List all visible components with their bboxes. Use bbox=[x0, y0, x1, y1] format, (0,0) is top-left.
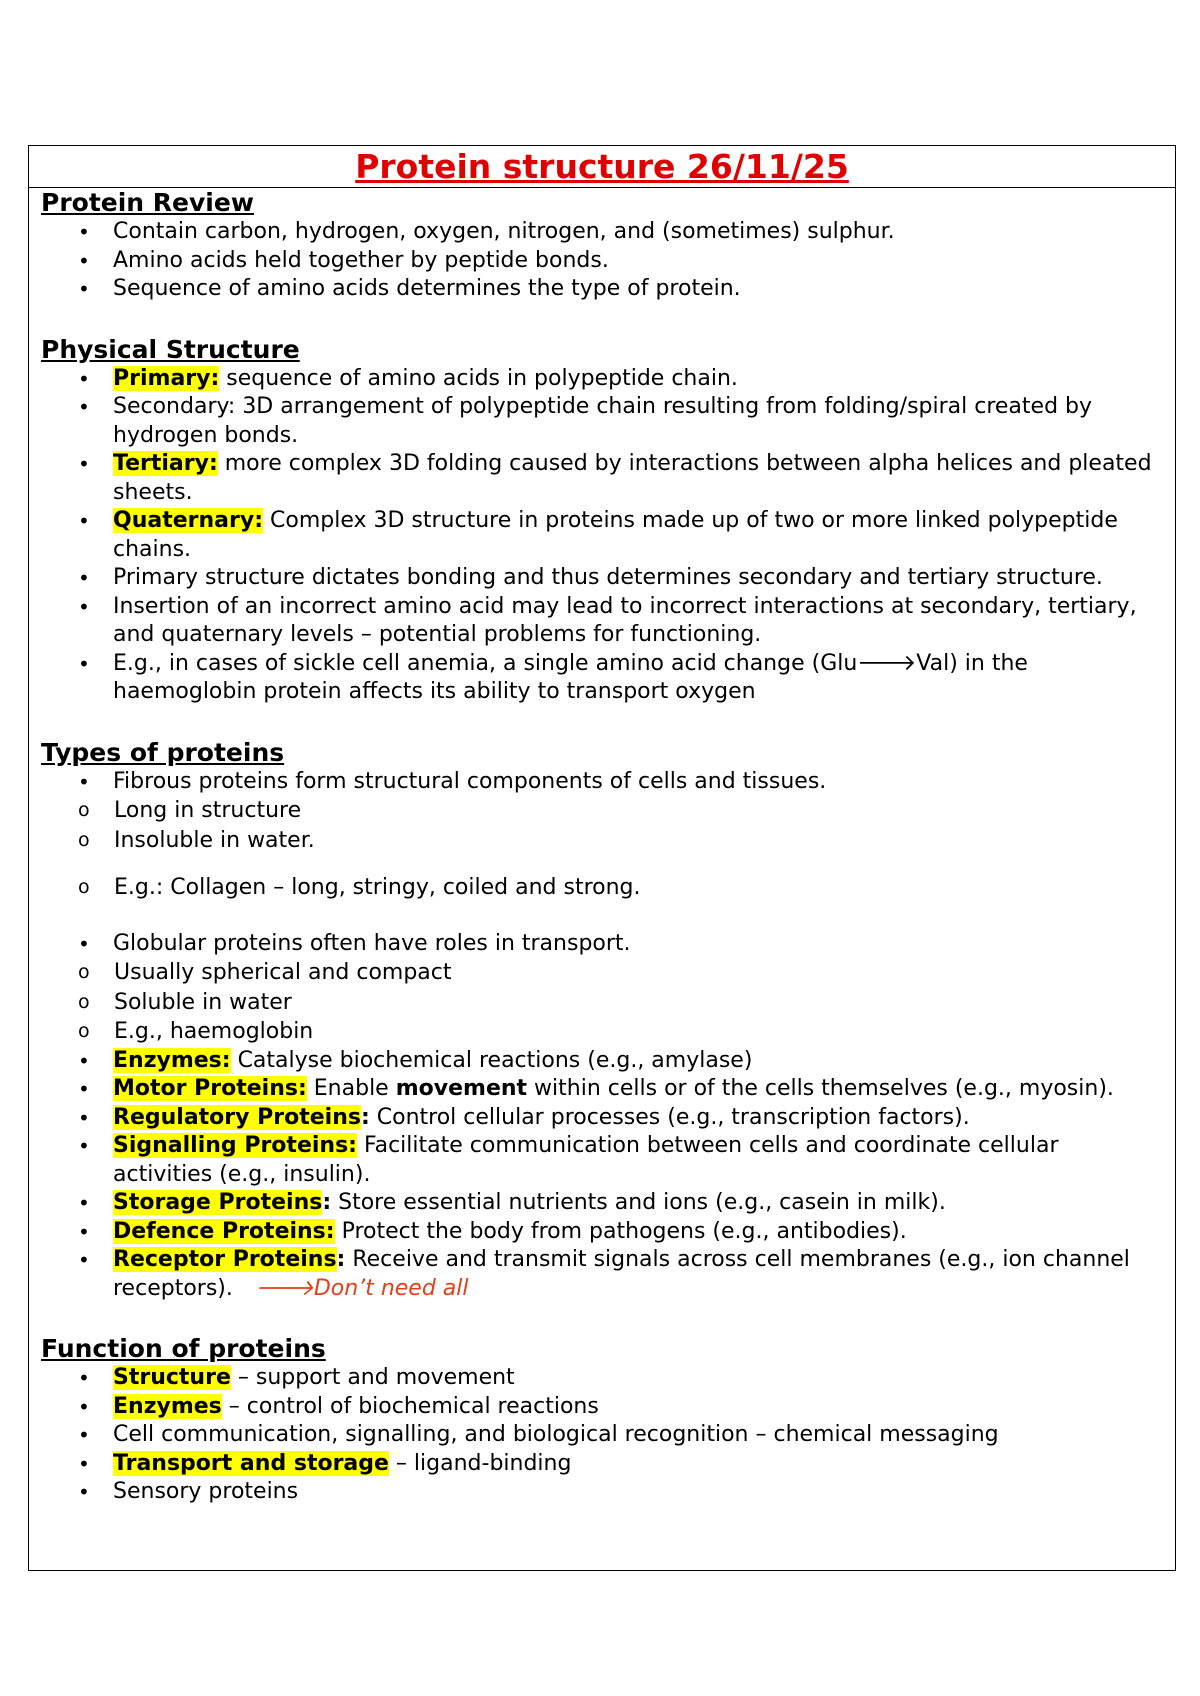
bullet-icon: • bbox=[78, 1219, 90, 1244]
review-list bbox=[41, 218, 1163, 304]
arrow-icon: 🡒 bbox=[857, 650, 917, 676]
bullet-icon: • bbox=[78, 248, 90, 273]
highlight-label: Motor Proteins: bbox=[113, 1076, 307, 1101]
sub-list-item: o Soluble in water bbox=[41, 988, 1163, 1018]
list-item: • E.g., in cases of sickle cell anemia, a single amino acid change (Glu🡒Val) in the haemoglobin protein affects its ability to transport oxygen bbox=[78, 650, 1028, 704]
list-item: • Storage Proteins: Store essential nutrients and ions (e.g., casein in milk). bbox=[41, 1189, 1163, 1218]
sub-bullet-icon: o bbox=[78, 876, 90, 898]
section-heading-review: Protein Review bbox=[41, 188, 254, 217]
list-item: • Cell communication, signalling, and biological recognition – chemical messaging bbox=[41, 1421, 1163, 1450]
highlight-label: Storage Proteins bbox=[113, 1190, 323, 1215]
sub-bullet-icon: o bbox=[78, 799, 90, 821]
bullet-icon: • bbox=[78, 220, 90, 244]
highlight-label: Tertiary: bbox=[113, 451, 218, 476]
list-item: • Structure – support and movement bbox=[41, 1364, 1163, 1393]
highlight-label: Transport and storage bbox=[113, 1450, 389, 1476]
highlight-label: Defence Proteins: bbox=[113, 1218, 335, 1244]
bullet-icon: • bbox=[78, 1248, 90, 1272]
function-list bbox=[41, 1364, 1163, 1507]
fibrous-sublist bbox=[41, 796, 1163, 903]
globular-sublist bbox=[41, 958, 1163, 1047]
list-item: • Quaternary: Complex 3D structure in proteins made up of two or more linked polypeptide chains. bbox=[78, 508, 1118, 562]
list-item: • Insertion of an incorrect amino acid may lead to incorrect interactions at secondary, tertiary, and quaternary levels – potential problems for functioning. bbox=[78, 593, 1137, 647]
handwritten-note: 🡒Don’t need all bbox=[254, 1275, 469, 1301]
bullet-icon: • bbox=[78, 366, 90, 391]
section-heading-physical: Physical Structure bbox=[41, 334, 300, 364]
physical-list bbox=[41, 365, 1163, 707]
list-item: • Enzymes – control of biochemical reactions bbox=[41, 1393, 1163, 1422]
bullet-icon: • bbox=[78, 1451, 90, 1476]
sub-list-item: o Usually spherical and compact bbox=[41, 958, 1163, 988]
sub-bullet-icon: o bbox=[78, 1020, 90, 1042]
list-item: • Contain carbon, hydrogen, oxygen, nitrogen, and (sometimes) sulphur. bbox=[41, 218, 1163, 247]
list-item: • Transport and storage – ligand-binding bbox=[41, 1450, 1163, 1479]
list-item: • Sensory proteins bbox=[41, 1478, 1163, 1507]
list-item: • Fibrous proteins form structural components of cells and tissues. o Long in structure o Insoluble in water. o E.g.: Collagen – long, stringy, coiled and strong. bbox=[41, 768, 1163, 903]
list-item: • Enzymes: Catalyse biochemical reactions (e.g., amylase) bbox=[41, 1047, 1163, 1076]
bullet-icon: • bbox=[78, 1134, 90, 1158]
sub-bullet-icon: o bbox=[78, 828, 90, 851]
highlight-label: Enzymes: bbox=[113, 1047, 231, 1073]
bullet-icon: • bbox=[78, 1366, 90, 1390]
bullet-icon: • bbox=[78, 1480, 90, 1504]
list-item: • Regulatory Proteins: Control cellular processes (e.g., transcription factors). bbox=[41, 1104, 1163, 1133]
bullet-icon: • bbox=[78, 277, 90, 301]
document-page bbox=[28, 145, 1176, 1571]
highlight-label: Regulatory Proteins bbox=[113, 1104, 361, 1130]
list-item: • Secondary: 3D arrangement of polypeptide chain resulting from folding/spiral created by hydrogen bonds. bbox=[78, 394, 1093, 448]
list-item: • Amino acids held together by peptide bonds. bbox=[41, 247, 1163, 276]
bullet-icon: • bbox=[78, 1105, 90, 1130]
list-item: • Sequence of amino acids determines the type of protein. bbox=[41, 275, 1163, 304]
title-row bbox=[29, 146, 1175, 188]
bullet-icon: • bbox=[78, 1394, 90, 1419]
sub-bullet-icon: o bbox=[78, 961, 90, 983]
bullet-icon: • bbox=[78, 395, 90, 419]
sub-list-item: o E.g.: Collagen – long, stringy, coiled and strong. bbox=[41, 873, 1163, 903]
bullet-icon: • bbox=[78, 1423, 90, 1447]
section-heading-function: Function of proteins bbox=[41, 1334, 326, 1363]
page-title: Protein structure 26/11/25 bbox=[355, 147, 849, 186]
highlight-label: Signalling Proteins: bbox=[113, 1133, 357, 1158]
highlight-label: Receptor Proteins bbox=[113, 1247, 337, 1272]
highlight-label: Quaternary: bbox=[113, 508, 263, 533]
list-item: • Tertiary: more complex 3D folding caused by interactions between alpha helices and pleated sheets. bbox=[78, 451, 1152, 505]
sub-bullet-icon: o bbox=[78, 990, 90, 1013]
list-item: • Receptor Proteins: Receive and transmit signals across cell membranes (e.g., ion channel receptors). 🡒Don’t need all bbox=[78, 1247, 1130, 1301]
highlight-label: Primary: bbox=[113, 365, 220, 391]
sub-list-item: o E.g., haemoglobin bbox=[41, 1017, 1163, 1047]
list-item: • Motor Proteins: Enable movement within cells or of the cells themselves (e.g., myosin). bbox=[41, 1075, 1163, 1104]
bullet-icon: • bbox=[78, 1048, 90, 1073]
types-list bbox=[41, 768, 1163, 1304]
bullet-icon: • bbox=[78, 509, 90, 533]
list-item: • Signalling Proteins: Facilitate communication between cells and coordinate cellular activities (e.g., insulin). bbox=[78, 1133, 1059, 1187]
bullet-icon: • bbox=[78, 651, 90, 676]
list-item: • Primary: sequence of amino acids in polypeptide chain. bbox=[41, 365, 1163, 394]
bullet-icon: • bbox=[78, 566, 90, 590]
bullet-icon: • bbox=[78, 931, 90, 956]
section-heading-types: Types of proteins bbox=[41, 737, 285, 767]
highlight-label: Enzymes bbox=[113, 1393, 222, 1419]
bullet-icon: • bbox=[78, 452, 90, 476]
content-area bbox=[29, 188, 1175, 1507]
sub-list-item: o Long in structure bbox=[41, 796, 1163, 826]
bullet-icon: • bbox=[78, 1077, 90, 1101]
sub-list-item: o Insoluble in water. bbox=[41, 826, 1163, 856]
bullet-icon: • bbox=[78, 1191, 90, 1215]
list-item: • Defence Proteins: Protect the body from pathogens (e.g., antibodies). bbox=[41, 1218, 1163, 1247]
bullet-icon: • bbox=[78, 769, 90, 794]
bullet-icon: • bbox=[78, 594, 90, 619]
highlight-label: Structure bbox=[113, 1365, 231, 1390]
list-item: • Primary structure dictates bonding and thus determines secondary and tertiary structure. bbox=[41, 564, 1163, 593]
list-item: • Globular proteins often have roles in transport. o Usually spherical and compact o Soluble in water o E.g., haemoglobin bbox=[41, 930, 1163, 1047]
